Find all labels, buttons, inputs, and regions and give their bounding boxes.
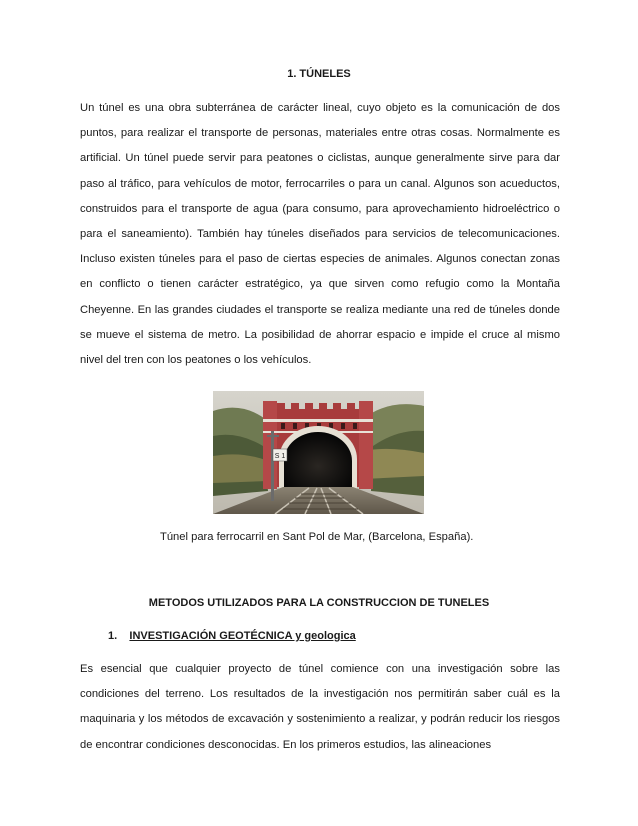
tuneles-paragraph: Un túnel es una obra subterránea de carácter lineal, cuyo objeto es la comunicación de dos puntos, para realizar el transporte de personas, materiales entre otras cosas. Normalmente es artificial. Un túnel puede servir para peatones o ciclistas, aunque generalmente sirve para dar paso al tráfico, para vehículos de motor, ferrocarriles o para un canal. Algunos son acueductos, construidos para el transporte de agua (para consumo, para aprovechamiento hidroeléctrico o para el saneamiento). También hay túneles diseñados para servicios de telecomunicaciones. Incluso existen túneles para el paso de ciertas especies de animales. Algunos conectan zonas en conflicto o tienen carácter estratégico, ya que sirven como refugio como la Montaña Cheyenne. En las grandes ciudades el transporte se realiza mediante una red de túneles donde se mueve el sistema de metro. La posibilidad de ahorrar espacio e impide el cruce al mismo nivel del tren con los peatones o los vehículos. xyxy=(80,102,560,367)
tunnel-photo xyxy=(213,391,424,514)
photo-sign-text: S 1 xyxy=(274,453,286,460)
subsection-title-geotecnica xyxy=(108,630,356,642)
section-title-tuneles: 1. TÚNELES xyxy=(287,68,351,80)
section-title-metodos: METODOS UTILIZADOS PARA LA CONSTRUCCION DE TUNELES xyxy=(148,597,490,609)
geotecnica-paragraph: Es esencial que cualquier proyecto de túnel comience con una investigación sobre las condiciones del terreno. Los resultados de la investigación nos permitirán saber cuál es la maquinaria y los métodos de excavación y sostenimiento a realizar, y podrán reducir los riesgos de encontrar condiciones desconocidas. En los primeros estudios, las alineaciones xyxy=(80,663,560,751)
subsection-title-text: INVESTIGACIÓN GEOTÉCNICA y geologica xyxy=(129,630,356,642)
subsection-number: 1. xyxy=(108,630,118,642)
figure-caption: Túnel para ferrocarril en Sant Pol de Mar, (Barcelona, España). xyxy=(160,531,474,543)
